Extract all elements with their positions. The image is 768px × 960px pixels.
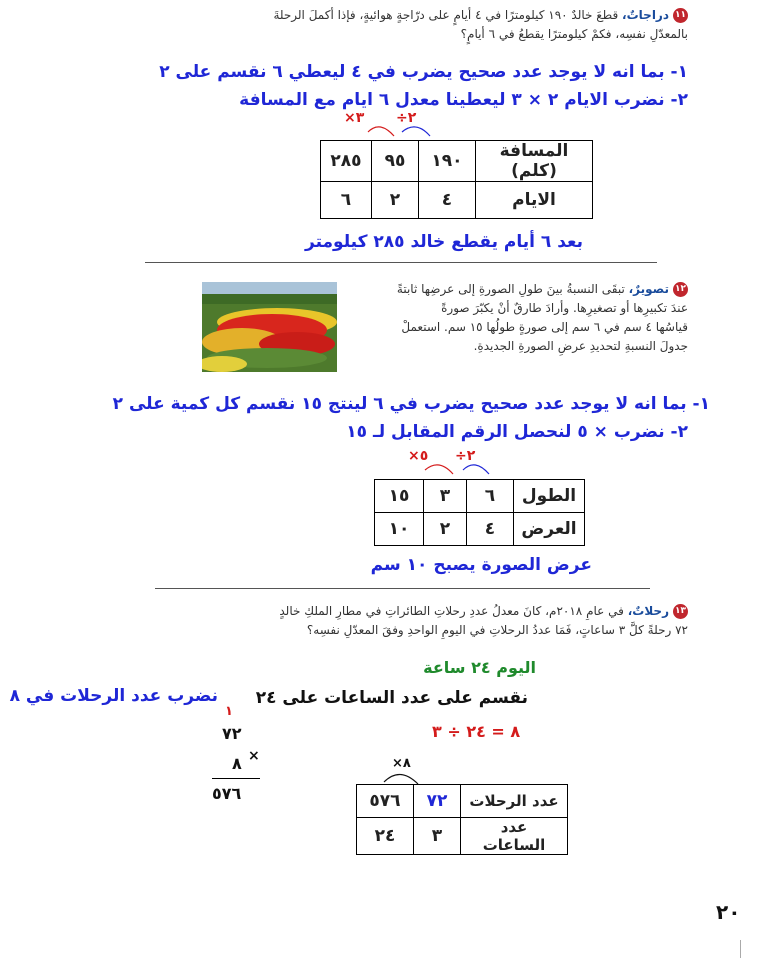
q12-divide-label: ÷٢ <box>455 448 476 464</box>
q12-title: تصويرٌ، <box>628 282 669 296</box>
q11-step2: ٢- نضرب الايام ٢ × ٣ ليعطينا معدل ٦ ايام مع المسافة <box>239 90 688 110</box>
q13-line2: ٧٢ رحلةً كلَّ ٣ ساعاتٍ، فَمَا عددُ الرحلاتِ في اليومِ الواحدِ وفقَ المعدّلِ نفسِه؟ <box>306 623 688 637</box>
q13-carry-digit: ١ <box>225 704 233 719</box>
q13-table-header-flights: عدد الرحلات <box>461 785 568 818</box>
q13-multiply-label: ×٨ <box>392 756 411 771</box>
q13-table-cell: ٣ <box>414 818 461 855</box>
q12-line2: عندَ تكبيرِها أو تصغيرِها. وأرادَ طارقٌ أنْ يكبّرَ صورةً <box>441 301 688 315</box>
q11-text <box>88 6 688 44</box>
q12-badge: ١٢ <box>673 282 688 297</box>
q12-step2: ٢- نضرب × ٥ لنحصل الرقم المقابل لـ ١٥ <box>346 422 688 442</box>
q11-line2: بالمعدّلِ نفسِه، فكمْ كيلومترًا يقطعُ في ٦ أيامٍ؟ <box>460 27 688 41</box>
q13-table-header-hours: عدد الساعات <box>461 818 568 855</box>
q13-table-cell: ٥٧٦ <box>357 785 414 818</box>
q13-badge: ١٣ <box>673 604 688 619</box>
q12-line1: تبقَى النسبةُ بينَ طولِ الصورةِ إلى عرضِها ثابتةً <box>396 282 625 296</box>
q13-text <box>68 602 688 640</box>
q13-mult-sign: × <box>248 748 260 764</box>
q11-table-header-days: الايام <box>476 182 593 219</box>
q11-title: دراجاتٌ، <box>622 8 669 22</box>
q12-multiply-label: ×٥ <box>408 448 429 464</box>
divider <box>155 588 650 589</box>
q11-table-cell: ٩٥ <box>372 141 419 182</box>
margin-mark <box>740 940 741 958</box>
q11-table-cell: ٤ <box>419 182 476 219</box>
q12-line4: جدولَ النسبةِ لتحديدِ عرضِ الصورةِ الجديدةِ. <box>473 339 688 353</box>
q13-mult-bottom: ٨ <box>232 754 242 773</box>
q11-table-cell: ٢٨٥ <box>321 141 372 182</box>
q13-mult-line <box>212 778 260 779</box>
q11-table-cell: ٦ <box>321 182 372 219</box>
q13-divide-note: نقسم على عدد الساعات على ٢٤ <box>255 688 528 708</box>
q12-table-header-width: العرض <box>514 513 585 546</box>
q13-multiply-note: نضرب عدد الرحلات في ٨ <box>9 686 218 706</box>
q13-mult-result: ٥٧٦ <box>212 784 242 803</box>
page-number: ٢٠ <box>716 900 741 924</box>
q12-table-cell: ١٥ <box>375 480 424 513</box>
q13-table-cell: ٧٢ <box>414 785 461 818</box>
q11-multiply-label: ×٣ <box>344 110 365 126</box>
q13-ratio-table <box>356 784 568 855</box>
q12-answer: عرض الصورة يصبح ١٠ سم <box>370 555 592 575</box>
q11-table-cell: ٢ <box>372 182 419 219</box>
q11-table-cell: ١٩٠ <box>419 141 476 182</box>
q11-badge: ١١ <box>673 8 688 23</box>
q11-table-header-distance: المسافة (كلم) <box>476 141 593 182</box>
q13-day-hours: اليوم ٢٤ ساعة <box>423 658 536 677</box>
q13-table-cell: ٢٤ <box>357 818 414 855</box>
q12-table-cell: ٦ <box>467 480 514 513</box>
q11-step1: ١- بما انه لا يوجد عدد صحيح يضرب في ٤ ليعطي ٦ نقسم على ٢ <box>159 62 688 82</box>
q12-text <box>268 280 688 356</box>
q12-step1: ١- بما انه لا يوجد عدد صحيح يضرب في ٦ لينتج ١٥ نقسم كل كمية على ٢ <box>112 394 710 414</box>
q12-table-header-length: الطول <box>514 480 585 513</box>
q11-divide-label: ÷٢ <box>396 110 417 126</box>
q12-ratio-table <box>374 479 585 546</box>
q11-ratio-table <box>320 140 593 219</box>
q11-answer: بعد ٦ أيام يقطع خالد ٢٨٥ كيلومتر <box>305 232 583 252</box>
q11-line1: قطعَ خالدٌ ١٩٠ كيلومترًا في ٤ أيامٍ على درّاجةٍ هوائيةٍ، فإذا أكملَ الرحلةَ <box>273 8 619 22</box>
q13-equation: ٨ = ٢٤ ÷ ٣ <box>432 722 521 741</box>
divider <box>145 262 657 263</box>
q12-line3: قياسُها ٤ سم في ٦ سم إلى صورةٍ طولُها ١٥ سم. استعملْ <box>401 320 688 334</box>
q12-table-cell: ١٠ <box>375 513 424 546</box>
q12-table-cell: ٣ <box>424 480 467 513</box>
q13-mult-top: ٧٢ <box>222 724 242 743</box>
q12-table-cell: ٤ <box>467 513 514 546</box>
q13-line1: في عامِ ٢٠١٨م، كانَ معدلُ عددِ رحلاتِ الطائراتِ في مطارِ الملكِ خالدٍ <box>279 604 624 618</box>
q13-title: رحلاتٌ، <box>627 604 669 618</box>
q12-table-cell: ٢ <box>424 513 467 546</box>
